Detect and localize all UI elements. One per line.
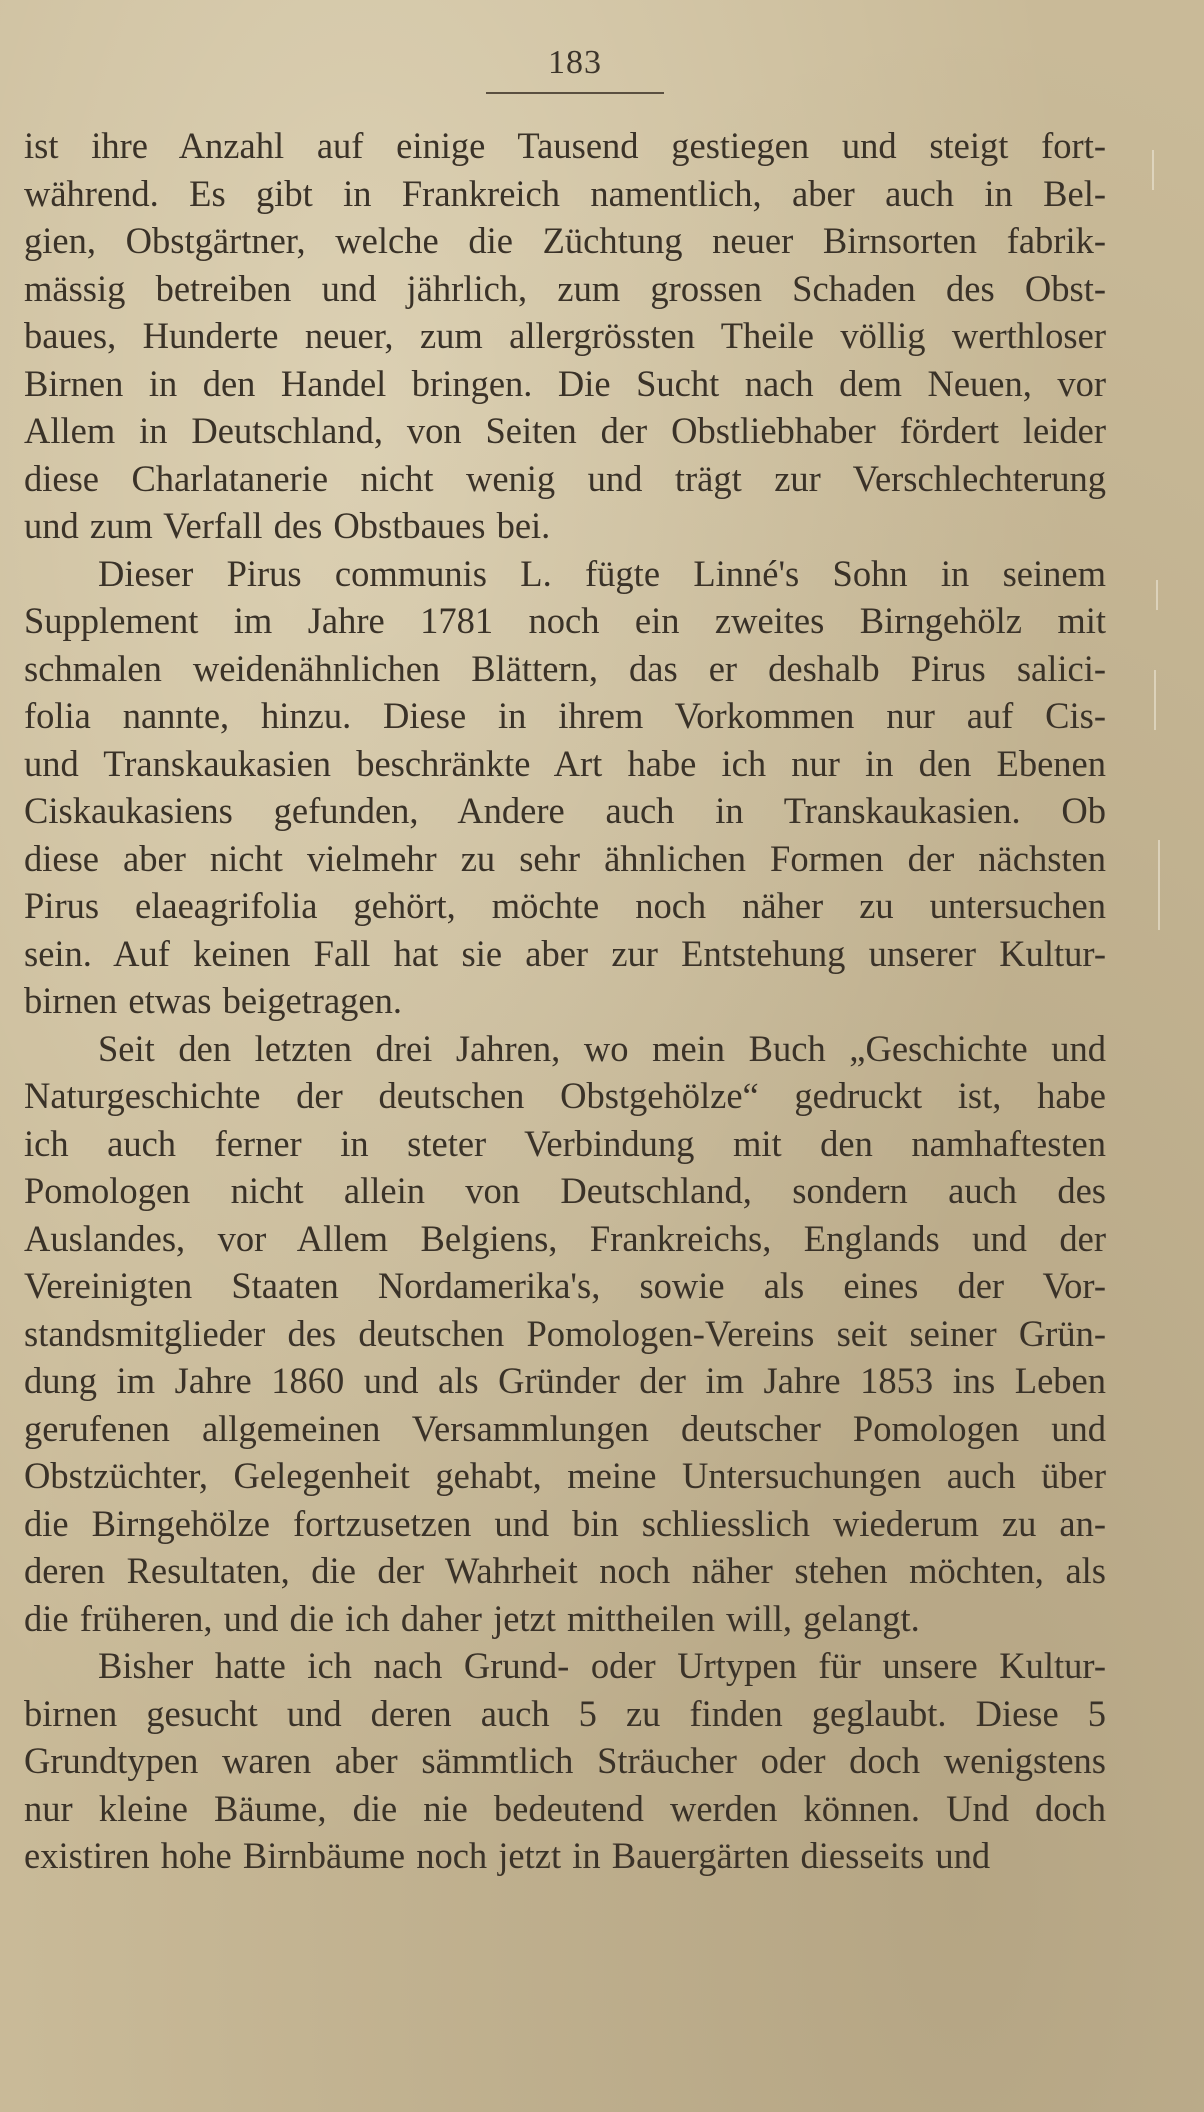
text-line: und zum Verfall des Obstbaues bei. bbox=[24, 505, 551, 546]
text-line: Supplement im Jahre 1781 noch ein zweites Birngehölz mit bbox=[24, 600, 1106, 641]
paragraph bbox=[24, 122, 1106, 550]
text-line: birnen gesucht und deren auch 5 zu finden geglaubt. Diese 5 bbox=[24, 1692, 1106, 1734]
text-line: Vereinigten Staaten Nordamerika's, sowie als eines der Vor- bbox=[24, 1265, 1106, 1306]
text-line: während. Es gibt in Frankreich namentlich, aber auch in Bel- bbox=[24, 172, 1106, 214]
paragraph bbox=[24, 550, 1106, 1025]
text-line: dung im Jahre 1860 und als Gründer der im Jahre 1853 ins Leben bbox=[24, 1360, 1106, 1401]
text-line: nur kleine Bäume, die nie bedeutend werden können. Und doch bbox=[24, 1787, 1106, 1829]
margin-marks bbox=[1150, 150, 1170, 970]
text-line: schmalen weidenähnlichen Blättern, das er deshalb Pirus salici- bbox=[24, 647, 1106, 689]
text-line: baues, Hunderte neuer, zum allergrössten Theile völlig werthloser bbox=[24, 315, 1106, 356]
text-line: standsmitglieder des deutschen Pomologen-Vereins seit seiner Grün- bbox=[24, 1312, 1106, 1354]
text-line: deren Resultaten, die der Wahrheit noch näher stehen möchten, als bbox=[24, 1550, 1106, 1591]
body-text bbox=[24, 122, 1106, 1880]
text-line: gerufenen allgemeinen Versammlungen deutscher Pomologen und bbox=[24, 1407, 1106, 1449]
paragraph bbox=[24, 1642, 1106, 1880]
text-line: birnen etwas beigetragen. bbox=[24, 980, 402, 1021]
text-line: Dieser Pirus communis L. fügte Linné's Sohn in seinem bbox=[98, 552, 1106, 594]
text-line: sein. Auf keinen Fall hat sie aber zur Entstehung unserer Kultur- bbox=[24, 932, 1106, 974]
text-line: ist ihre Anzahl auf einige Tausend gestiegen und steigt fort- bbox=[24, 125, 1106, 166]
page-number: 183 bbox=[548, 44, 602, 81]
text-line: Pirus elaeagrifolia gehört, möchte noch näher zu untersuchen bbox=[24, 885, 1106, 926]
text-line: und Transkaukasien beschränkte Art habe ich nur in den Ebenen bbox=[24, 742, 1106, 784]
text-line: Naturgeschichte der deutschen Obstgehölze“ gedruckt ist, habe bbox=[24, 1075, 1106, 1116]
text-line: gien, Obstgärtner, welche die Züchtung neuer Birnsorten fabrik- bbox=[24, 220, 1106, 261]
text-line: die Birngehölze fortzusetzen und bin schliesslich wiederum zu an- bbox=[24, 1502, 1106, 1544]
text-line: Grundtypen waren aber sämmtlich Sträucher oder doch wenigstens bbox=[24, 1740, 1106, 1781]
text-line: Ciskaukasiens gefunden, Andere auch in Transkaukasien. Ob bbox=[24, 790, 1106, 831]
paragraph bbox=[24, 1025, 1106, 1643]
text-line: diese aber nicht vielmehr zu sehr ähnlichen Formen der nächsten bbox=[24, 837, 1106, 879]
text-line: diese Charlatanerie nicht wenig und trägt zur Verschlechterung bbox=[24, 457, 1106, 499]
text-line: ich auch ferner in steter Verbindung mit den namhaftesten bbox=[24, 1122, 1106, 1164]
text-line: existiren hohe Birnbäume noch jetzt in Bauergärten diesseits und bbox=[24, 1835, 991, 1876]
text-line: Birnen in den Handel bringen. Die Sucht nach dem Neuen, vor bbox=[24, 362, 1106, 404]
header-rule bbox=[486, 92, 664, 94]
text-line: Allem in Deutschland, von Seiten der Obstliebhaber fördert leider bbox=[24, 410, 1106, 451]
text-line: Seit den letzten drei Jahren, wo mein Buch „Geschichte und bbox=[98, 1027, 1106, 1069]
text-line: Obstzüchter, Gelegenheit gehabt, meine Untersuchungen auch über bbox=[24, 1455, 1106, 1496]
text-line: Pomologen nicht allein von Deutschland, sondern auch des bbox=[24, 1170, 1106, 1211]
text-line: folia nannte, hinzu. Diese in ihrem Vorkommen nur auf Cis- bbox=[24, 695, 1106, 736]
text-line: Bisher hatte ich nach Grund- oder Urtypen für unsere Kultur- bbox=[98, 1645, 1106, 1686]
text-line: Auslandes, vor Allem Belgiens, Frankreichs, Englands und der bbox=[24, 1217, 1106, 1259]
text-line: mässig betreiben und jährlich, zum grossen Schaden des Obst- bbox=[24, 267, 1106, 309]
text-line: die früheren, und die ich daher jetzt mittheilen will, gelangt. bbox=[24, 1597, 920, 1639]
